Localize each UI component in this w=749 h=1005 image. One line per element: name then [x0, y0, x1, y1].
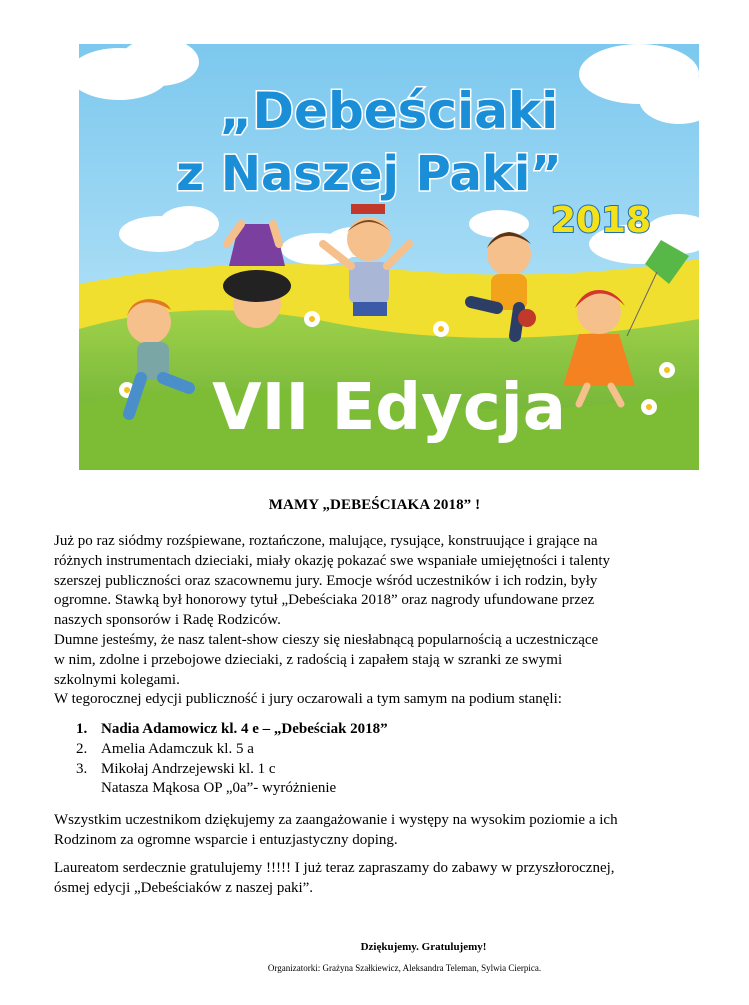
announcement-heading: MAMY „DEBEŚCIAKA 2018” ! — [268, 497, 481, 513]
podium-winner: Mikołaj Andrzejewski kl. 1 c — [101, 760, 276, 777]
poster-title-line1: „Debeściaki — [219, 82, 559, 140]
podium-number: 1. — [76, 721, 88, 737]
intro-line: Już po raz siódmy rozśpiewane, roztańczone, malujące, rysujące, konstruujące i grające na — [54, 533, 598, 549]
signature: Dziękujemy. Gratulujemy! — [360, 941, 487, 953]
intro-line: naszych sponsorów i Radę Rodziców. — [54, 612, 281, 629]
podium-number: 2. — [76, 740, 88, 757]
poster-year: 2018 — [550, 200, 652, 241]
intro-line: ogromne. Stawką był honorowy tytuł „Debeściaka 2018” oraz nagrody ufundowane przez — [54, 592, 595, 609]
podium-distinction: Natasza Mąkosa OP „0a”- wyróżnienie — [101, 780, 337, 797]
congrats-line: ósmej edycji „Debeściaków z naszej paki”. — [54, 879, 314, 896]
thanks-line: Wszystkim uczestnikom dziękujemy za zaangażowanie i występy na wysokim poziomie a ich — [54, 812, 618, 828]
congrats-paragraph — [54, 859, 674, 899]
intro-line: szkolnymi kolegami. — [54, 671, 180, 688]
congrats-line: Laureatom serdecznie gratulujemy !!!!! I już teraz zapraszamy do zabawy w przyszłorocznej, — [54, 860, 615, 876]
intro-line: w nim, zdolne i przebojowe dzieciaki, z radością i zapałem stają w szranki ze swymi — [54, 651, 563, 668]
poster-title-line2: z Naszej Paki” — [176, 146, 562, 202]
podium-list — [76, 720, 388, 799]
intro-line: różnych instrumentach dzieciaki, miały okazję pokazać swe wspaniałe umiejętności i talenty — [54, 552, 611, 569]
intro-line: szerszej publiczności oraz szacownemu jury. Emocje wśród uczestników i ich rodzin, były — [54, 572, 598, 589]
poster-illustration — [79, 44, 699, 470]
poster-image — [79, 44, 699, 470]
thanks-paragraph — [54, 811, 674, 851]
intro-line: W tegorocznej edycji publiczność i jury oczarowali a tym samym na podium stanęli: — [54, 691, 562, 708]
podium-item-3 — [76, 760, 388, 780]
podium-winner: Amelia Adamczuk kl. 5 a — [101, 740, 254, 757]
podium-winner: Nadia Adamowicz kl. 4 e – „Debeściak 2018” — [101, 721, 388, 737]
podium-item-1 — [76, 720, 388, 740]
podium-number: 3. — [76, 760, 88, 777]
thanks-line: Rodzinom za ogromne wsparcie i entuzjastyczny doping. — [54, 831, 398, 848]
organizers-line: Organizatorki: Grażyna Szałkiewicz, Aleksandra Teleman, Sylwia Cierpica. — [267, 963, 542, 973]
intro-paragraph — [54, 532, 674, 710]
intro-line: Dumne jesteśmy, że nasz talent-show cieszy się niesłabnącą popularnością a uczestniczące — [54, 631, 599, 648]
poster-edition: VII Edycja — [212, 371, 566, 445]
podium-item-2 — [76, 740, 388, 760]
